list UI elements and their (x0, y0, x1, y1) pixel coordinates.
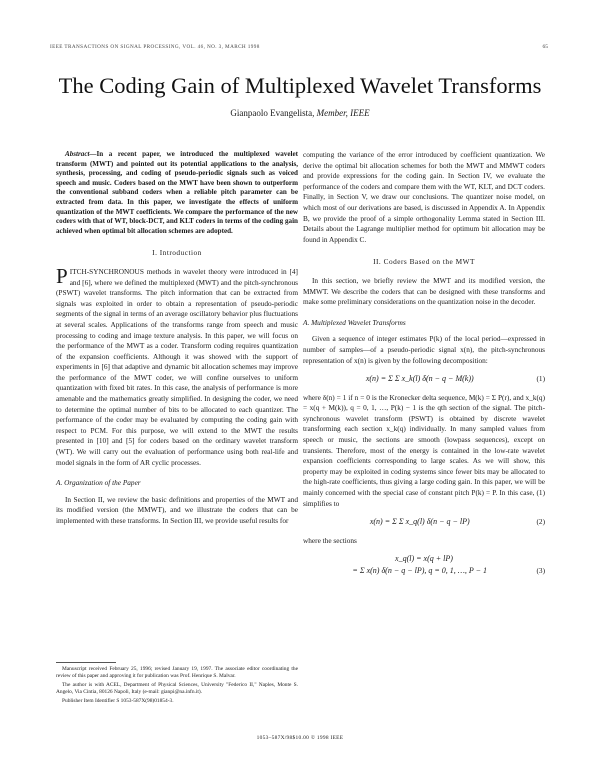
footnotes (56, 662, 298, 707)
mwt-paragraph-2: where δ(n) = 1 if n = 0 is the Kronecker delta sequence, M(k) = Σ P(r), and x_k(q) = x(q + M(k)), q = 0, 1, …, P(k) − 1 is the qth section of the signal. The pitch-synchronous wavelet transform (PSWT) is obtained by discrete wavelet transforming each section x_k(q) individually. In many sampled values from speech or music, the sections are smooth (lowpass sequences), except on transients. Therefore, most of the energy is contained in the low-rate wavelet expansion coefficients corresponding to large scales. As we will show, this property may be exploited in coding systems since fewer bits may be allocated to the high-rate coefficients, thus giving a large coding gain. In this paper, we will be mainly concerned with the special case of constant pitch P(k) = P. In this case, (1) simplifies to (303, 392, 545, 508)
equation-1-body: x(n) = Σ Σ x_k(l) δ(n − q − M(k)) (365, 374, 474, 384)
right-column (303, 150, 545, 585)
dropcap-letter: P (56, 263, 68, 288)
copyright-line: 1053–587X/98$10.00 © 1998 IEEE (256, 735, 344, 741)
equation-3a-body: x_q(l) = x(q + lP) (395, 554, 453, 564)
intro-text: ITCH-SYNCHRONOUS methods in wavelet theory were introduced in [4] and [6], where we defined the multiplexed (MWT) and the pitch-synchronous (PSWT) wavelet transforms. The pitch information that can be extracted from signals was exploited in order to obtain a representation of pseudo-periodic segments of the signal in terms of an average oscillatory behavior plus fluctuations at several scales. Applications of the transforms range from speech and music processing to coding and image texture analysis. In this paper, we will focus on the performance of the MWT as a coder. Transform coding requires quantization of the expansion coefficients. Although it was showed with the support of experiments in [6] that adaptive and dynamic bit allocation schemes may improve the performance of the MWT coder, we will confine ourselves to uniform quantization with fixed bit rates. In this case, the analysis of performance is more amenable and the mathematics greatly simplified. In designing the coder, we need to determine the optimal number of bits to be allocated to each quantizer. The performance of the coder may be evaluated by computing the coding gain with respect to PCM. For this purpose, we will extend to the MWT the results presented in [10] and [5] for coders based on the ordinary wavelet transform (WT). We will carry out the evaluation of performance using both real-life and model signals in the form of AR cyclic processes. (56, 266, 298, 467)
equation-3b-body: = Σ x(n) δ(n − q − lP), q = 0, 1, …, P − 1 (352, 566, 488, 575)
equation-2 (303, 517, 545, 528)
mwt-paragraph-3: where the sections (303, 535, 357, 545)
abstract (56, 150, 298, 236)
abstract-lead: Abstract— (65, 150, 97, 158)
footnote-rule (56, 662, 116, 663)
intro-paragraph (56, 263, 298, 468)
author-line (0, 108, 600, 118)
equation-2-body: x(n) = Σ Σ x_q(l) δ(n − q − lP) (369, 517, 470, 527)
equation-3-number: (3) (536, 566, 545, 575)
coders-paragraph: In this section, we briefly review the MWT and its modified version, the MMWT. We describe the coders that can be designed with these transforms and make some preliminary considerations on the quantization noise in the decoder. (303, 275, 545, 307)
subsection-heading-organization: A. Organization of the Paper (56, 478, 141, 488)
equation-1-number: (1) (536, 374, 545, 384)
footnote-manuscript: Manuscript received February 25, 1996; revised January 19, 1997. The associate editor coordinating the review of this paper and approving it for publication was Prof. Henrique S. Malvar. (56, 666, 298, 679)
footnote-author-affiliation: The author is with ACEL, Department of Physical Sciences, University "Federico II," Naples, Monte S. Angelo, Via Cintia, 80126 Napoli, Italy (e-mail: gianpi@na.infn.it). (56, 682, 298, 695)
paper-title: The Coding Gain of Multiplexed Wavelet Transforms (58, 73, 542, 98)
equation-3a (303, 554, 545, 565)
mwt-paragraph-1: Given a sequence of integer estimates P(k) of the local period—expressed in number of samples—of a pseudo-periodic signal x(n), the pitch-synchronous representation of x(n) is given by the following decomposition: (303, 334, 545, 365)
subsection-heading-mwt: A. Multiplexed Wavelet Transforms (303, 317, 406, 327)
running-head: IEEE TRANSACTIONS ON SIGNAL PROCESSING, VOL. 46, NO. 3, MARCH 1998 (50, 44, 260, 50)
section-heading-coders: II. Coders Based on the MWT (373, 257, 475, 267)
equation-2-number: (2) (536, 517, 545, 527)
footnote-publisher-id: Publisher Item Identifier S 1053-587X(98)01854-3. (62, 698, 174, 704)
organization-paragraph: In Section II, we review the basic definitions and properties of the MWT and its modified version (the MMWT), and we illustrate the coders that can be implemented with these transforms. In Section III, we provide useful results for (56, 494, 298, 525)
left-column (56, 150, 298, 527)
section-heading-introduction: I. Introduction (152, 248, 202, 258)
page-number: 65 (542, 44, 548, 50)
intro-continuation-paragraph: computing the variance of the error introduced by coefficient quantization. We derive the optimal bit allocation schemes for both the MWT and MMWT coders and provide expressions for the coding gain. In Section IV, we evaluate the performance of the coders and compare them with the WT, KLT, and DCT coders. Finally, in Section V, we draw our conclusions. The quantizer noise model, on which most of our derivations are based, is discussed in Appendix A. In Appendix B, we provide the proof of a simple orthogonality Lemma stated in Section III. Details about the Lagrange multiplier method for optimum bit allocation may be found in Appendix C. (303, 150, 545, 244)
abstract-text: In a recent paper, we introduced the multiplexed wavelet transform (MWT) and pointed out its potential applications to the analysis, synthesis, processing, and coding of pseudo-periodic signals such as voiced speech and music. Coders based on the MWT have been shown to outperform the conventional subband coders when a reliable pitch parameter can be extracted from data. In this paper, we investigate the effects of uniform quantization of the MWT coefficients. We compare the performance of the new coders with that of WT, block-DCT, and KLT coders in terms of the coding gain achieved when optimal bit allocation schemes are adopted. (56, 150, 298, 235)
author-membership: Member, IEEE (316, 108, 370, 118)
equation-1 (303, 374, 545, 385)
equation-3b (303, 566, 545, 577)
author-name: Gianpaolo Evangelista, (230, 108, 315, 118)
